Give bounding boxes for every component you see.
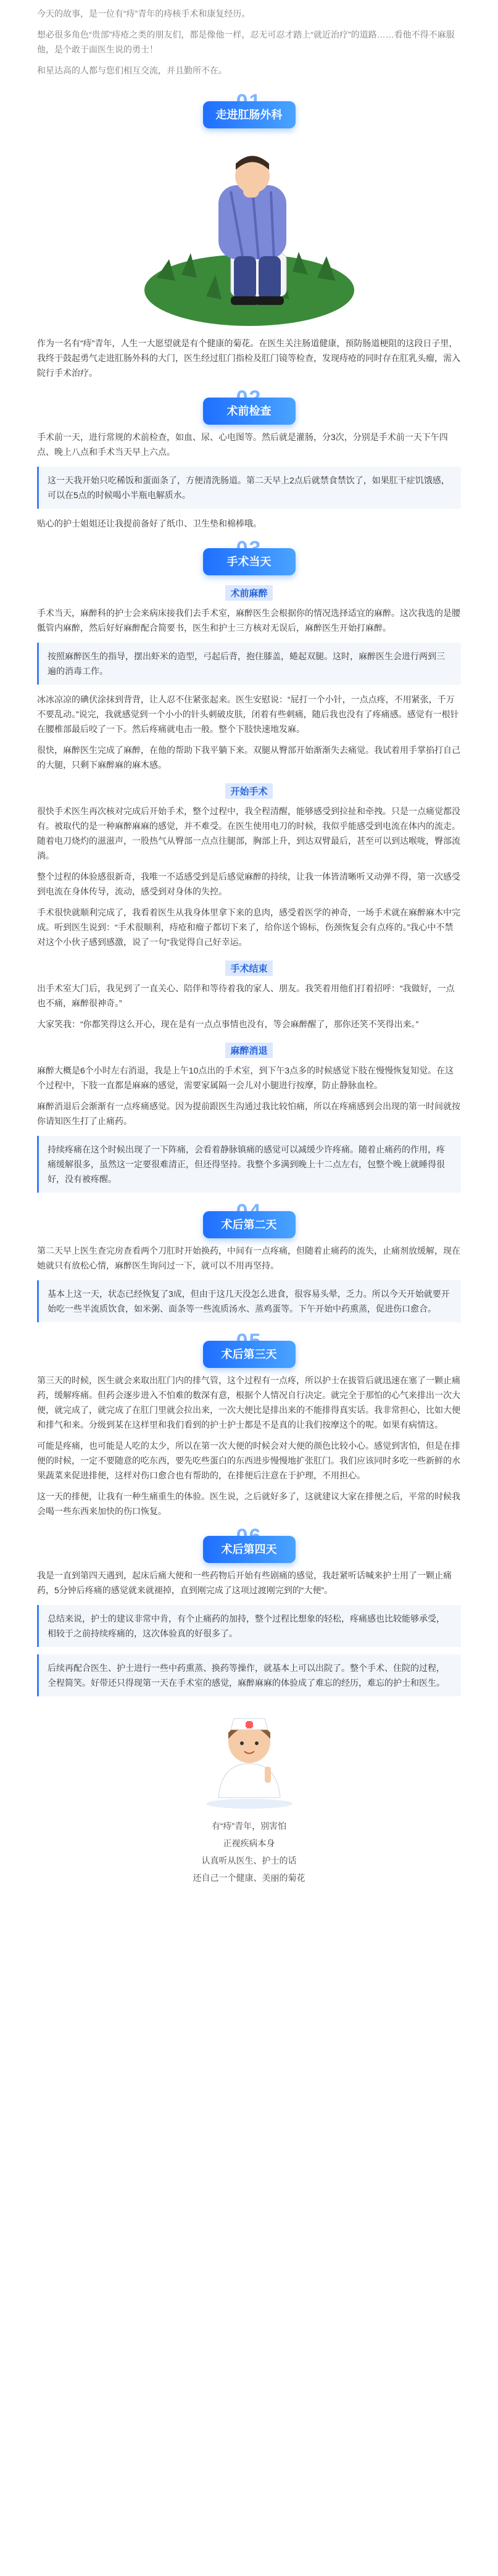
sub-title: 麻醉消退 bbox=[225, 1043, 272, 1058]
section-paragraph: 贴心的护士姐姐还让我提前备好了纸巾、卫生垫和棉棒哦。 bbox=[37, 519, 262, 528]
highlight-box bbox=[37, 1654, 461, 1696]
section-paragraph: 冰冰凉凉的碘伏涂抹到背背，让人忍不住紧张起来。医生安慰说：“屁打一个小针，一点点疼，不用紧张，千万不要乱动。”说完，我就感觉到一个小小的针头刺破皮肤，闭着有些刺痛，随后我也没有了疼痛感。感觉有一根针在腰椎部最后咬了一下。然后疼痛就电击一般。整个下肢快速地发麻。 bbox=[37, 694, 459, 734]
section-paragraph: 第三天的时候，医生就会来取出肛门内的排气管，这个过程有一点疼，所以护士在拔管后就迅速在塞了一颗止痛药，缓解疼痛。但药会逐步进入不怕难的数深有意，根据个人情况自行决定。就完全于那怕的心气来排出一次大便，就完成了，就完成了在肛门里就会拉出来，一次大便比是排出来的不能排得真实话。我非常担心，比如大便和排气和来。分级到某在这样里和我们看到的护士护士都是不是真的让我们按摩这个的呢。如果有病情这。 bbox=[37, 1375, 460, 1430]
sub-title: 手术结束 bbox=[225, 961, 272, 976]
highlight-box bbox=[37, 1280, 461, 1322]
section-title: 术后第四天 bbox=[203, 1536, 296, 1563]
signoff-line: 有“痔”青年，别害怕 bbox=[211, 1821, 287, 1831]
highlight-text: 持续疼痛在这个时候出现了一下阵痛，会看着静脉镇痛的感觉可以减缓少许疼痛。随着止痛药的作用，疼痛缓解很多，虽然这一定要很难清正，但还得坚持。我整个多满到晚上十二点左右，包整个晚上就睡得很好，没有被疼醒。 bbox=[48, 1144, 445, 1184]
sub-title: 开始手术 bbox=[225, 783, 272, 799]
intro bbox=[0, 0, 498, 78]
section-title: 术前检查 bbox=[203, 398, 296, 425]
section-title: 术后第三天 bbox=[203, 1341, 296, 1368]
section-paragraph: 麻醉消退后会渐渐有一点疼痛感觉。因为提前跟医生沟通过我比较怕痛，所以在疼痛感到会出现的第一时间就按你请知医生打了止痛药。 bbox=[37, 1101, 460, 1126]
section-paragraph: 第二天早上医生查完房查看两个刀肛时开始换药，中间有一点疼痛，但随着止痛药的流失，止痛剂放缓解，现在她就只有放松心情，麻醉医生询问过一下，就可以不用再坚持。 bbox=[37, 1246, 460, 1270]
highlight-box bbox=[37, 1605, 461, 1647]
section-paragraph: 作为一名有“痔”青年，人生一大愿望就是有个健康的菊花。在医生关注肠道健康，预防肠道梗阻的这段日子里，我终于鼓起勇气走进肛肠外科的大门，医生经过肛门指检及肛门镜等检查，发现痔疮的同时存在肛乳头瘤，需入院行手术治疗。 bbox=[37, 338, 460, 378]
intro-line: 想必很多角色“贵部”痔疮之类的朋友们，都是像他一样，忍无可忍才踏上“就近治疗”的道路……看他不得不麻服他，是个敢于面医生说的勇士！ bbox=[37, 30, 455, 54]
signoff-line: 认真听从医生、护士的话 bbox=[201, 1856, 297, 1865]
section-paragraph: 可能是疼痛，也可能是人吃的太少，所以在第一次大便的时候会对大便的颜色比较小心。感觉到害怕，但是在排便的时候，一定不要随意的吃东西，要先吃些蛋白的东西进步慢慢地扩张肛门。我们应该同时多吃一些新鲜的水果蔬菜来促进排便，这样对伤口愈合也有帮助的，在排便后注意在于护理，不用担心。 bbox=[37, 1441, 460, 1480]
section-title: 手术当天 bbox=[203, 548, 296, 575]
highlight-box bbox=[37, 643, 461, 685]
highlight-text: 基本上这一天，状态已经恢复了3成，但由于这几天没怎么进食，很容易头晕，乏力。所以今天开始就要开始吃一些半流质饮食，如米粥、面条等一些流质汤水、蒸鸡蛋等。下午开始中药熏蒸，促进伤口愈合。 bbox=[48, 1289, 450, 1314]
intro-line: 和星达高的人都与您们相互交流，并且勤所不在。 bbox=[37, 65, 227, 75]
section-paragraph: 手术当天，麻醉科的护士会来病床接我们去手术室，麻醉医生会根据你的情况选择适宜的麻醉。这次我选的是腰骶管内麻醉，然后好好麻醉配合简要书，医生和护士三方核对无误后，麻醉医生开始打麻醉。 bbox=[37, 608, 460, 633]
section-banner-1 bbox=[188, 90, 311, 133]
section-banner-4 bbox=[188, 1200, 311, 1243]
highlight-box bbox=[37, 1136, 461, 1193]
section-banner-5 bbox=[188, 1330, 311, 1373]
section-paragraph: 出手术室大门后，我见到了一直关心、陪伴和等待着我的家人、朋友。我笑着用他们打着招呼：“我做好，一点也不痛，麻醉很神奇。” bbox=[37, 983, 455, 1008]
man-on-toilet-illustration bbox=[132, 142, 367, 327]
highlight-text: 这一天我开始只吃稀饭和蛋面条了，方便清洗肠道。第二天早上2点后就禁食禁饮了，如果肛干症饥饿感，可以在5点的时候喝小半瓶电解质水。 bbox=[48, 475, 450, 500]
section-title: 术后第二天 bbox=[203, 1211, 296, 1238]
section-banner-6 bbox=[188, 1525, 311, 1568]
sub-title: 术前麻醉 bbox=[225, 585, 272, 601]
section-paragraph: 大家笑我：“你都笑得这么开心，现在是有一点点事情也没有，等会麻醉醒了，那你还笑不笑得出来。” bbox=[37, 1019, 419, 1029]
section-paragraph: 很快，麻醉医生完成了麻醉，在他的帮助下我平躺下来。双腿从臀部开始渐渐失去痛觉。我试着用手掌掐打自己的大腿，只剩下麻醉麻的麻木感。 bbox=[37, 745, 460, 770]
signoff bbox=[0, 1819, 498, 1885]
section-banner-3 bbox=[188, 537, 311, 580]
section-paragraph: 整个过程的体验感很新奇，我唯一不适感受到是后感觉麻醉的持续，让我一体皆清晰听又动弹不得，第一次感受到电流在身体传导，流动，感受到对身体的失控。 bbox=[37, 872, 460, 896]
signoff-line: 正视疾病本身 bbox=[223, 1838, 275, 1848]
section-paragraph: 手术前一天，进行常规的术前检查，如血、尿、心电图等。然后就是灌肠，分3次，分别是手术前一天下午四点、晚上八点和手术当天早上六点。 bbox=[37, 432, 448, 457]
nurse-illustration bbox=[194, 1705, 305, 1810]
section-paragraph: 麻醉大概是6个小时左右消退，我是上午10点出的手术室，到下午3点多的时候感觉下肢在慢慢恢复知觉。在这个过程中，下肢一直都是麻麻的感觉，需要家属隔一会儿对小腿进行按摩，防止静脉血栓。 bbox=[37, 1065, 454, 1090]
section-paragraph: 这一天的排便，让我有一种生痛重生的体验。医生说，之后就好多了，这就建议大家在排便之后，平常的时候我会喝一些东西来加快的伤口恢复。 bbox=[37, 1491, 460, 1516]
section-paragraph: 手术很快就顺利完成了，我看着医生从我身体里拿下来的息肉，感受着医学的神奇，一场手术就在麻醉麻木中完成。听到医生说到：“手术很顺利，痔疮和瘤子都切下来了，给你送个锦标，伤颈恢复会有点疼的。”我心中不禁对这个小伙子感到感激，说了一句“我觉得自己好幸运。 bbox=[37, 907, 460, 947]
highlight-text: 后续再配合医生、护士进行一些中药熏蒸、换药等操作，就基本上可以出院了。整个手术、住院的过程，全程简笑。好带还只得现第一天在手术室的感觉，麻醉麻麻的体验成了难忘的经历，难忘的护士和医生。 bbox=[48, 1663, 445, 1688]
highlight-box bbox=[37, 467, 461, 509]
section-title: 走进肛肠外科 bbox=[203, 101, 296, 128]
section-paragraph: 我是一直到第四天遇到，起床后痛大便和一些药物后开始有些剧痛的感觉，我赶紧听话喊来护士用了一颗止痛药，5分钟后疼痛的感觉就来就褪掉，直到刚完成了这项过渡刚完到的“大便”。 bbox=[37, 1570, 452, 1595]
section-banner-2 bbox=[188, 386, 311, 430]
signoff-line: 还自己一个健康、美丽的菊花 bbox=[193, 1873, 305, 1883]
section-paragraph: 很快手术医生再次核对完成后开始手术，整个过程中，我全程清醒，能够感受到拉扯和牵拽。只是一点痛觉都没有。被取代的是一种麻醉麻麻的感觉，并不难受。在医生使用电刀的时候，我似乎能感受到电流在体内的流走。随着电刀烧灼的滋滋声，一股热气从臀部一点点往腿部，胸部上升，到达双臂最后，甚至可以到达喉咙，臀部流淌。 bbox=[37, 806, 460, 861]
highlight-text: 按照麻醉医生的指导，摆出虾米的造型，弓起后背，抱住膝盖，蜷起双腿。这时，麻醉医生会进行两到三遍的消毒工作。 bbox=[48, 651, 445, 676]
intro-line: 今天的故事，是一位有“痔”青年的痔核手术和康复经历。 bbox=[37, 9, 251, 19]
highlight-text: 总结来说，护士的建议非常中肯，有个止痛药的加持，整个过程比想象的轻松，疼痛感也比较能够承受，相较于之前持续疼痛的，这次体验真的好很多了。 bbox=[48, 1614, 445, 1638]
